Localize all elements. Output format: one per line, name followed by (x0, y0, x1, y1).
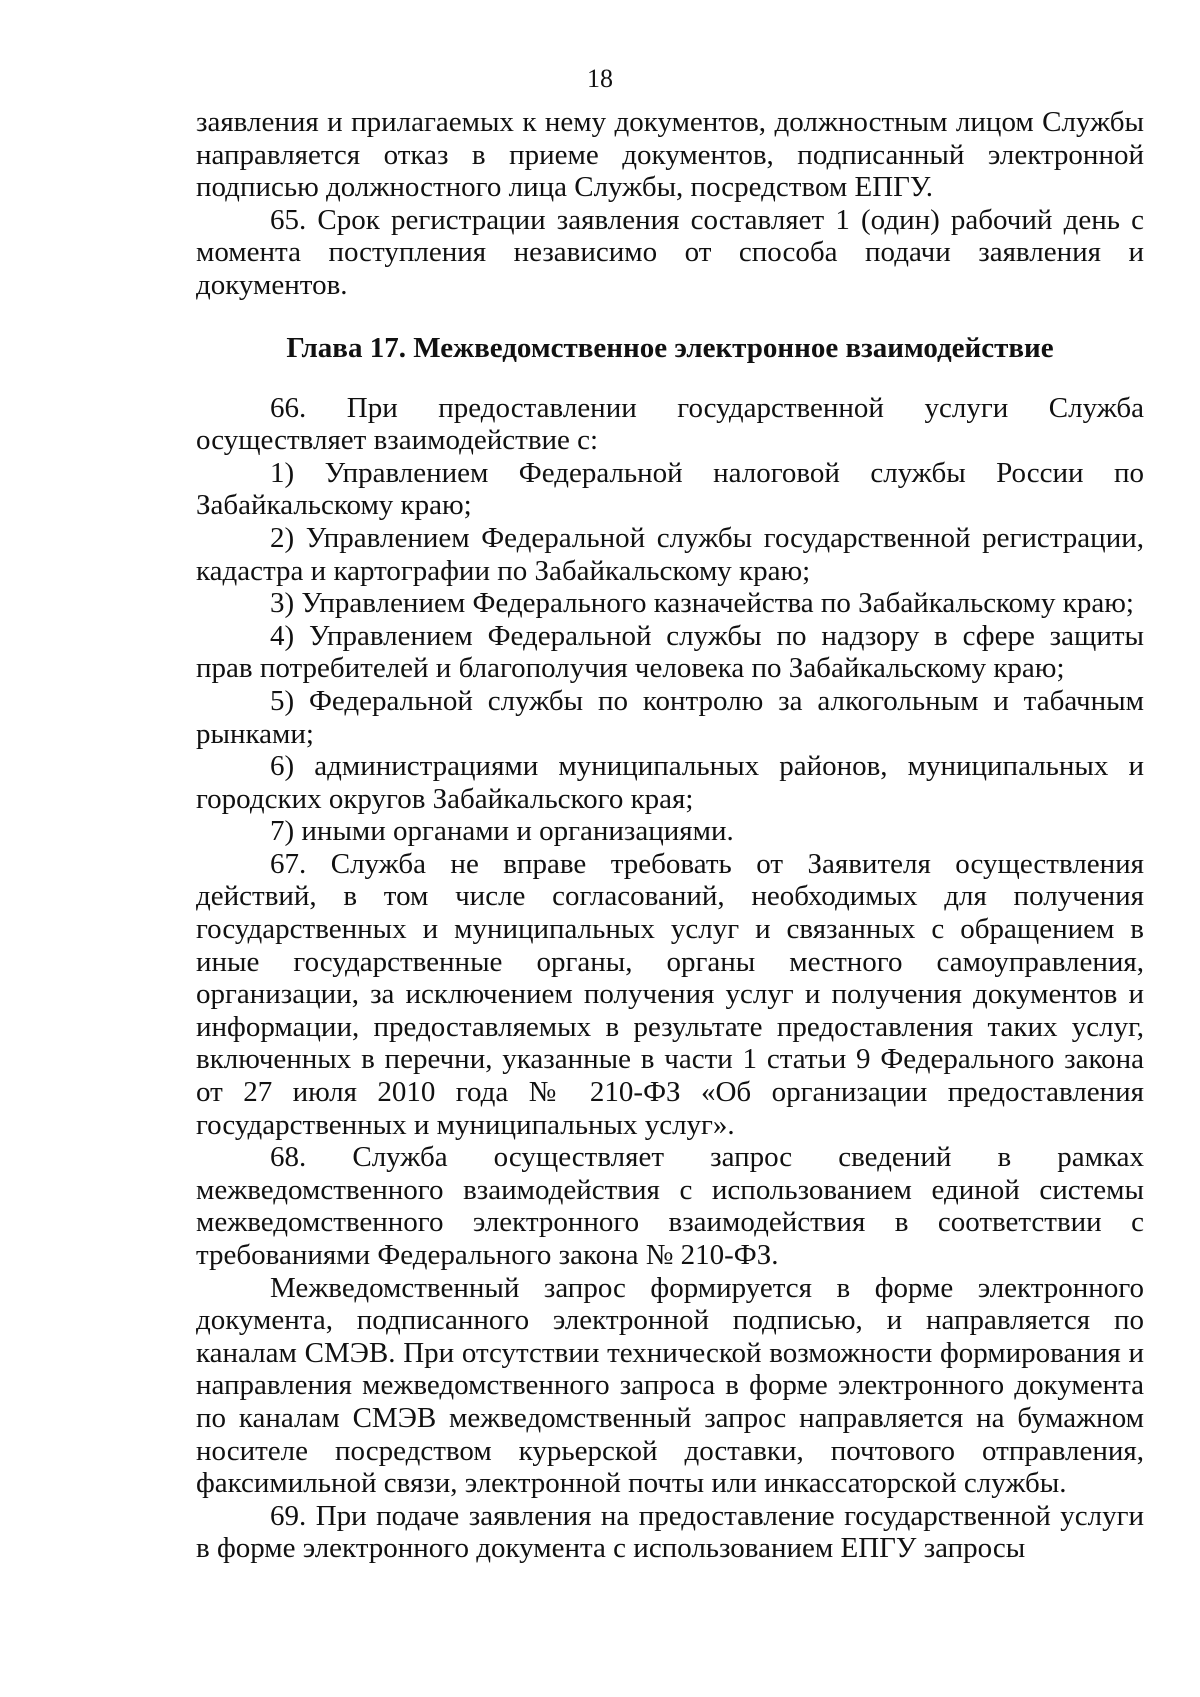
list-item: 7) иными органами и организациями. (270, 815, 734, 848)
list-item: 1) Управлением Федеральной налоговой службы России по Забайкальскому краю; (196, 456, 1144, 522)
list-item: 6) администрациями муниципальных районов, муниципальных и городских округов Забайкальского края; (196, 750, 1144, 815)
paragraph-68-continuation: Межведомственный запрос формируется в форме электронного документа, подписанного электронной подписью, и направляется по каналам СМЭВ. При отсутствии технической возможности формирования и направления межведомственного запроса в форме электронного документа по каналам СМЭВ межведомственный запрос направляется на бумажном носителе посредством курьерской доставки, почтового отправления, факсимильной связи, электронной почты или инкассаторской службы. (196, 1271, 1144, 1500)
paragraph-68: 68. Служба осуществляет запрос сведений в рамках межведомственного взаимодействия с использованием единой системы межведомственного электронного взаимодействия в соответствии с требованиями Федерального закона № 210-ФЗ. (196, 1141, 1144, 1271)
paragraph-continuation: заявления и прилагаемых к нему документов, должностным лицом Службы направляется отказ в приеме документов, подписанный электронной подписью должностного лица Службы, посредством ЕПГУ. (196, 106, 1144, 204)
paragraph-67: 67. Служба не вправе требовать от Заявителя осуществления действий, в том числе согласований, необходимых для получения государственных и муниципальных услуг и связанных с обращением в иные государственные органы, органы местного самоуправления, организации, за исключением получения услуг и получения документов и информации, предоставляемых в результате предоставления таких услуг, включенных в перечни, указанные в части 1 статьи 9 Федерального закона от 27 июля 2010 года № 210-ФЗ «Об организации предоставления государственных и муниципальных услуг». (196, 847, 1144, 1141)
list-item: 4) Управлением Федеральной службы по надзору в сфере защиты прав потребителей и благополучия человека по Забайкальскому краю; (196, 619, 1144, 685)
chapter-heading: Глава 17. Межведомственное электронное взаимодействие (286, 331, 1054, 364)
paragraph-66: 66. При предоставлении государственной услуги Служба осуществляет взаимодействие с: (196, 391, 1144, 457)
list-item: 5) Федеральной службы по контролю за алкогольным и табачным рынками; (196, 684, 1144, 750)
paragraph-69: 69. При подаче заявления на предоставление государственной услуги в форме электронного документа с использованием ЕПГУ запросы (196, 1499, 1144, 1565)
list-item: 2) Управлением Федеральной службы государственной регистрации, кадастра и картографии по Забайкальскому краю; (196, 521, 1144, 587)
list-item: 3) Управлением Федерального казначейства по Забайкальскому краю; (270, 587, 1134, 620)
document-body (196, 106, 1144, 1565)
page-number: 18 (587, 64, 613, 93)
paragraph-65: 65. Срок регистрации заявления составляет 1 (один) рабочий день с момента поступления независимо от способа подачи заявления и документов. (196, 203, 1144, 301)
